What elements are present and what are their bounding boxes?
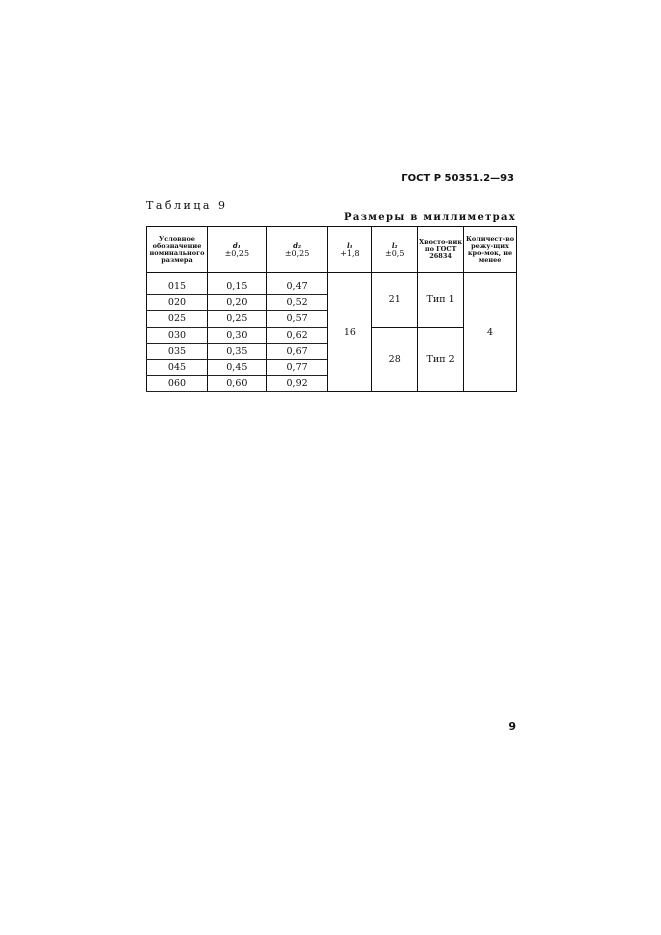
group2-shank: Тип 2 bbox=[418, 327, 464, 392]
designation-cell: 020 bbox=[147, 295, 208, 311]
units-caption: Размеры в миллиметрах bbox=[344, 212, 516, 223]
d1-cell: 0,45 bbox=[207, 359, 266, 375]
col-d2 bbox=[266, 227, 328, 273]
col-l2 bbox=[372, 227, 418, 273]
d1-symbol: d₁ bbox=[232, 241, 241, 250]
designation-cell: 060 bbox=[147, 376, 208, 392]
table-title: Таблица 9 bbox=[146, 199, 228, 212]
l2-symbol: l₂ bbox=[391, 241, 398, 250]
col-designation: Условное обозначение номинального размера bbox=[147, 227, 208, 273]
designation-cell: 035 bbox=[147, 343, 208, 359]
edges-value: 4 bbox=[464, 273, 517, 392]
designation-cell: 025 bbox=[147, 311, 208, 327]
group2-l2: 28 bbox=[372, 327, 418, 392]
d2-cell: 0,77 bbox=[266, 359, 328, 375]
col-l1 bbox=[328, 227, 372, 273]
l2-tolerance: ±0,5 bbox=[385, 248, 405, 258]
d2-cell: 0,57 bbox=[266, 311, 328, 327]
d1-cell: 0,30 bbox=[207, 327, 266, 343]
designation-cell: 045 bbox=[147, 359, 208, 375]
d1-cell: 0,60 bbox=[207, 376, 266, 392]
d2-symbol: d₂ bbox=[293, 241, 302, 250]
col-d1 bbox=[207, 227, 266, 273]
designation-cell: 030 bbox=[147, 327, 208, 343]
group1-shank: Тип 1 bbox=[418, 273, 464, 328]
d1-cell: 0,20 bbox=[207, 295, 266, 311]
l1-symbol: l₁ bbox=[347, 241, 353, 250]
col-shank: Хвосто-вик по ГОСТ 26834 bbox=[418, 227, 464, 273]
designation-cell: 015 bbox=[147, 279, 208, 295]
page-number: 9 bbox=[508, 720, 516, 733]
d1-tolerance: ±0,25 bbox=[224, 248, 250, 258]
d2-cell: 0,52 bbox=[266, 295, 328, 311]
d1-cell: 0,15 bbox=[207, 279, 266, 295]
d2-cell: 0,67 bbox=[266, 343, 328, 359]
col-edges: Количест-во режу-щих кро-мок, не менее bbox=[464, 227, 517, 273]
d2-cell: 0,47 bbox=[266, 279, 328, 295]
standard-header: ГОСТ Р 50351.2—93 bbox=[401, 173, 514, 184]
d2-tolerance: ±0,25 bbox=[284, 248, 310, 258]
d2-cell: 0,92 bbox=[266, 376, 328, 392]
table-header-row bbox=[147, 227, 517, 273]
d1-cell: 0,25 bbox=[207, 311, 266, 327]
l1-value: 16 bbox=[328, 273, 372, 392]
d2-cell: 0,62 bbox=[266, 327, 328, 343]
d1-cell: 0,35 bbox=[207, 343, 266, 359]
l1-tolerance: +1,8 bbox=[340, 248, 360, 258]
dimensions-table bbox=[146, 226, 517, 392]
group1-l2: 21 bbox=[372, 273, 418, 328]
